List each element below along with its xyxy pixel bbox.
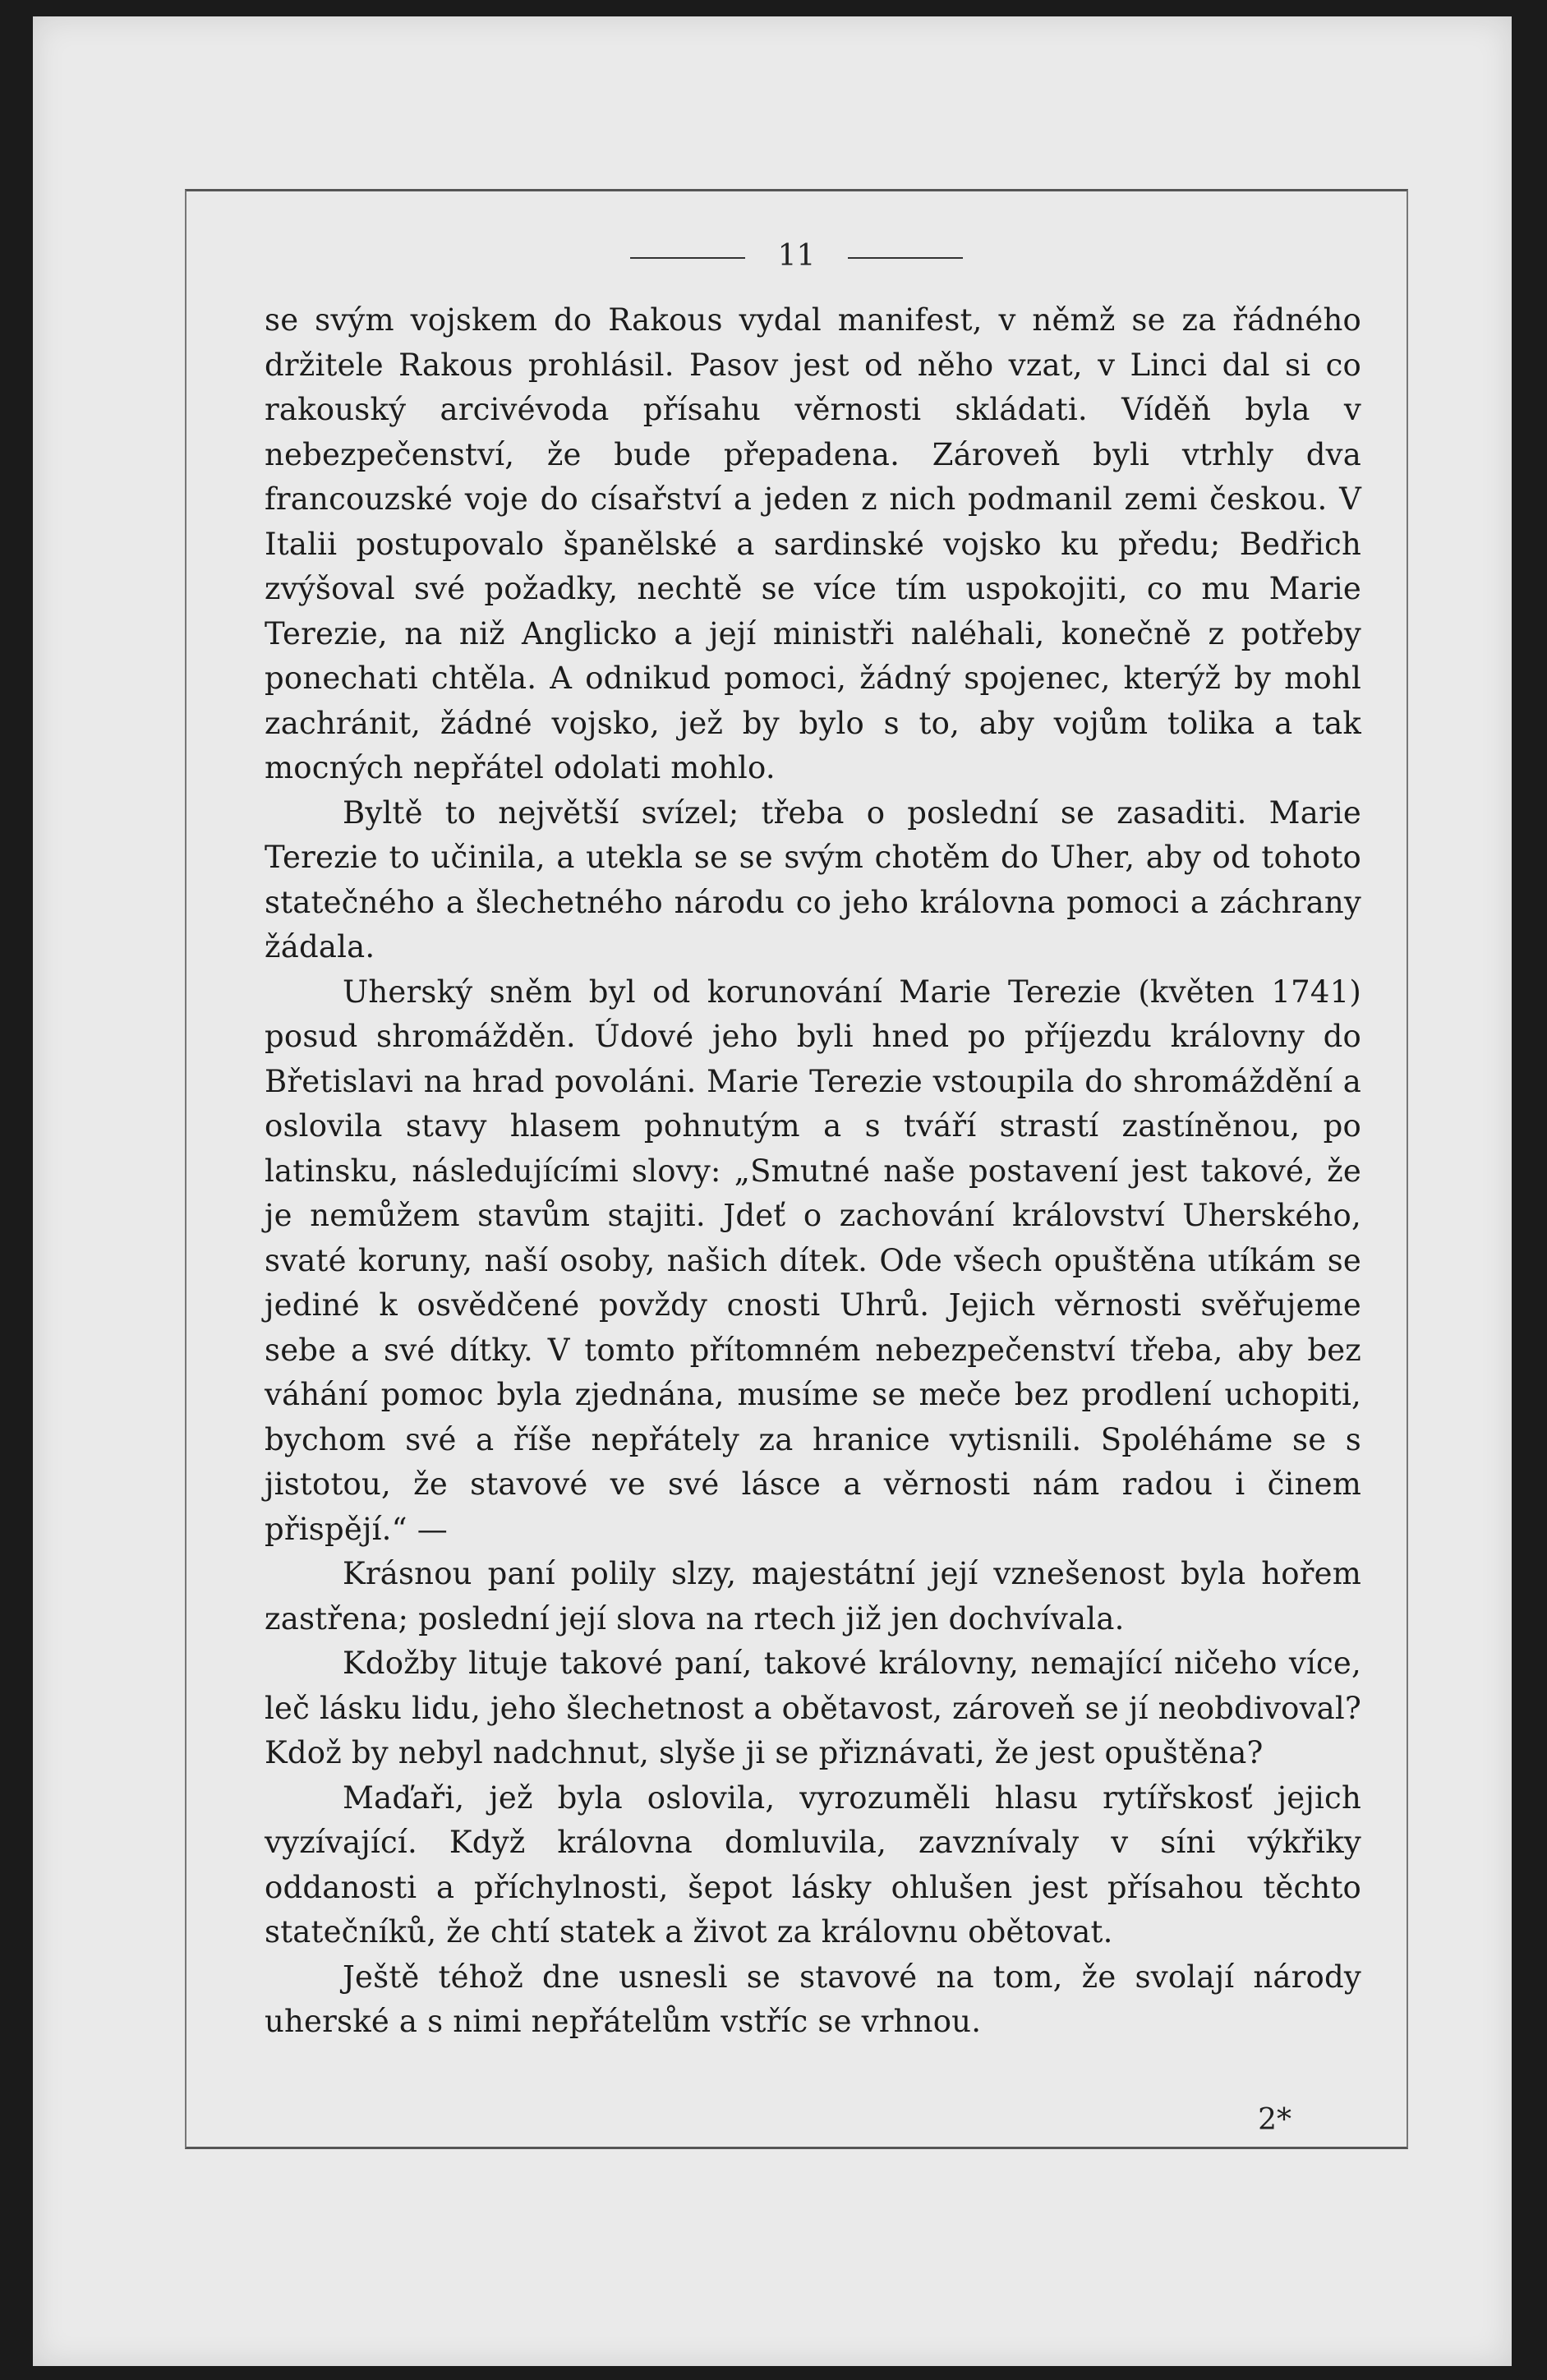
paragraph: se svým vojskem do Rakous vydal manifest, v němž se za řádného držitele Rakous prohlásil. Pasov jest od něho vzat, v Linci dal si co rakouský arcivévoda přísahu věrnosti skládati. Víděň byla v nebezpečenství, že bude přepadena. Zároveň byli vtrhly dva francouzské voje do císařství a jeden z nich podmanil zemi českou. V Italii postupovalo španělské a sardinské vojsko ku předu; Bedřich zvýšoval své požadky, nechtě se více tím uspokojiti, co mu Marie Terezie, na niž Anglicko a její ministři naléhali, konečně z potřeby ponechati chtěla. A odnikud pomoci, žádný spojenec, kterýž by mohl zachránit, žádné vojsko, jež by bylo s to, aby vojům tolika a tak mocných nepřátel odolati mohlo. [265, 302, 1361, 785]
page-frame [185, 189, 1408, 2149]
paragraph: Kdožby lituje takové paní, takové královny, nemající ničeho více, leč lásku lidu, jeho šlechetnost a obětavost, zároveň se jí neobdivoval? Kdož by nebyl nadchnut, slyše ji se přiznávati, že jest opuštěna? [265, 1646, 1361, 1770]
scanned-page [33, 16, 1512, 2366]
paragraph: Uherský sněm byl od korunování Marie Terezie (květen 1741) posud shromážděn. Údové jeho byli hned po příjezdu královny do Břetislavi na hrad povoláni. Marie Terezie vstoupila do shromáždění a oslovila stavy hlasem pohnutým a s tváří strastí zastíněnou, po latinsku, následujícími slovy: „Smutné naše postavení jest takové, že je nemůžem stavům stajiti. Jdeť o zachování království Uherského, svaté koruny, naší osoby, našich dítek. Ode všech opuštěna utíkám se jediné k osvědčené povždy cnosti Uhrů. Jejich věrnosti svěřujeme sebe a své dítky. V tomto přítomném nebezpečenství třeba, aby bez váhání pomoc byla zjednána, musíme se meče bez prodlení uchopiti, bychom své a říše nepřátely za hranice vytisnili. Spoléháme se s jistotou, že stavové ve své lásce a věrnosti nám radou i činem přispějí.“ — [265, 974, 1361, 1547]
header-rule-left [630, 257, 745, 259]
paragraph: Krásnou paní polily slzy, majestátní její vznešenost byla hořem zastřena; poslední její slova na rtech již jen dochvívala. [265, 1556, 1361, 1637]
paragraph: Maďaři, jež byla oslovila, vyrozuměli hlasu rytířskosť jejich vyzívající. Když královna domluvila, zavznívaly v síni výkřiky oddanosti a příchylnosti, šepot lásky ohlušen jest přísahou těchto statečníků, že chtí statek a život za královnu obětovat. [265, 1779, 1361, 1950]
header-rule-right [848, 257, 963, 259]
paragraph: Ještě téhož dne usnesli se stavové na tom, že svolají národy uherské a s nimi nepřátelům vstříc se vrhnou. [265, 1959, 1361, 2039]
paragraph: Byltě to největší svízel; třeba o poslední se zasaditi. Marie Terezie to učinila, a utekla se se svým chotěm do Uher, aby od tohoto statečného a šlechetného národu co jeho královna pomoci a záchrany žádala. [265, 794, 1361, 964]
page-header [186, 239, 1407, 273]
signature-mark: 2* [1258, 2103, 1291, 2137]
body-text [265, 298, 1361, 2045]
page-number: 11 [777, 239, 816, 273]
